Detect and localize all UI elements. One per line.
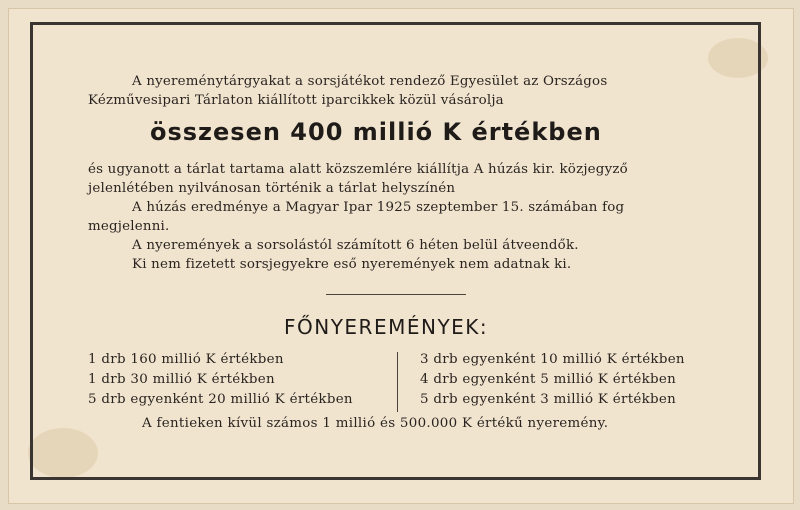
body-paragraphs — [88, 160, 710, 274]
prize-list-right — [420, 350, 720, 410]
intro-paragraph: A nyereménytárgyakat a sorsjátékot rendező Egyesület az Országos Kézművesipari Tárlaton kiállított iparcikkek közül vásárolja — [88, 74, 608, 108]
prize-item: 1 drb 30 millió K értékben — [88, 372, 275, 387]
section-divider — [326, 294, 466, 295]
column-separator — [397, 352, 398, 412]
prize-list-left — [88, 350, 388, 410]
prize-item: 3 drb egyenként 10 millió K értékben — [420, 352, 685, 367]
main-prizes-title: FŐNYEREMÉNYEK: — [284, 315, 489, 339]
prize-item: 5 drb egyenként 20 millió K értékben — [88, 392, 353, 407]
collection-paragraph: A nyeremények a sorsolástól számított 6 héten belül átveendők. — [132, 238, 579, 253]
additional-prizes-note: A fentieken kívül számos 1 millió és 500.000 K értékű nyeremény. — [142, 416, 609, 431]
prize-item: 4 drb egyenként 5 millió K értékben — [420, 372, 677, 387]
prize-item: 1 drb 160 millió K értékben — [88, 352, 284, 367]
exhibition-paragraph: és ugyanott a tárlat tartama alatt közszemlére kiállítja A húzás kir. közjegyző jelenlétében nyilvánosan történik a tárlat helyszínén — [88, 162, 628, 196]
prize-item: 5 drb egyenként 3 millió K értékben — [420, 392, 677, 407]
results-paragraph: A húzás eredménye a Magyar Ipar 1925 szeptember 15. számában fog megjelenni. — [88, 200, 625, 234]
total-value-headline: összesen 400 millió K értékben — [150, 118, 602, 146]
unpaid-paragraph: Ki nem fizetett sorsjegyekre eső nyeremények nem adatnak ki. — [132, 257, 572, 272]
